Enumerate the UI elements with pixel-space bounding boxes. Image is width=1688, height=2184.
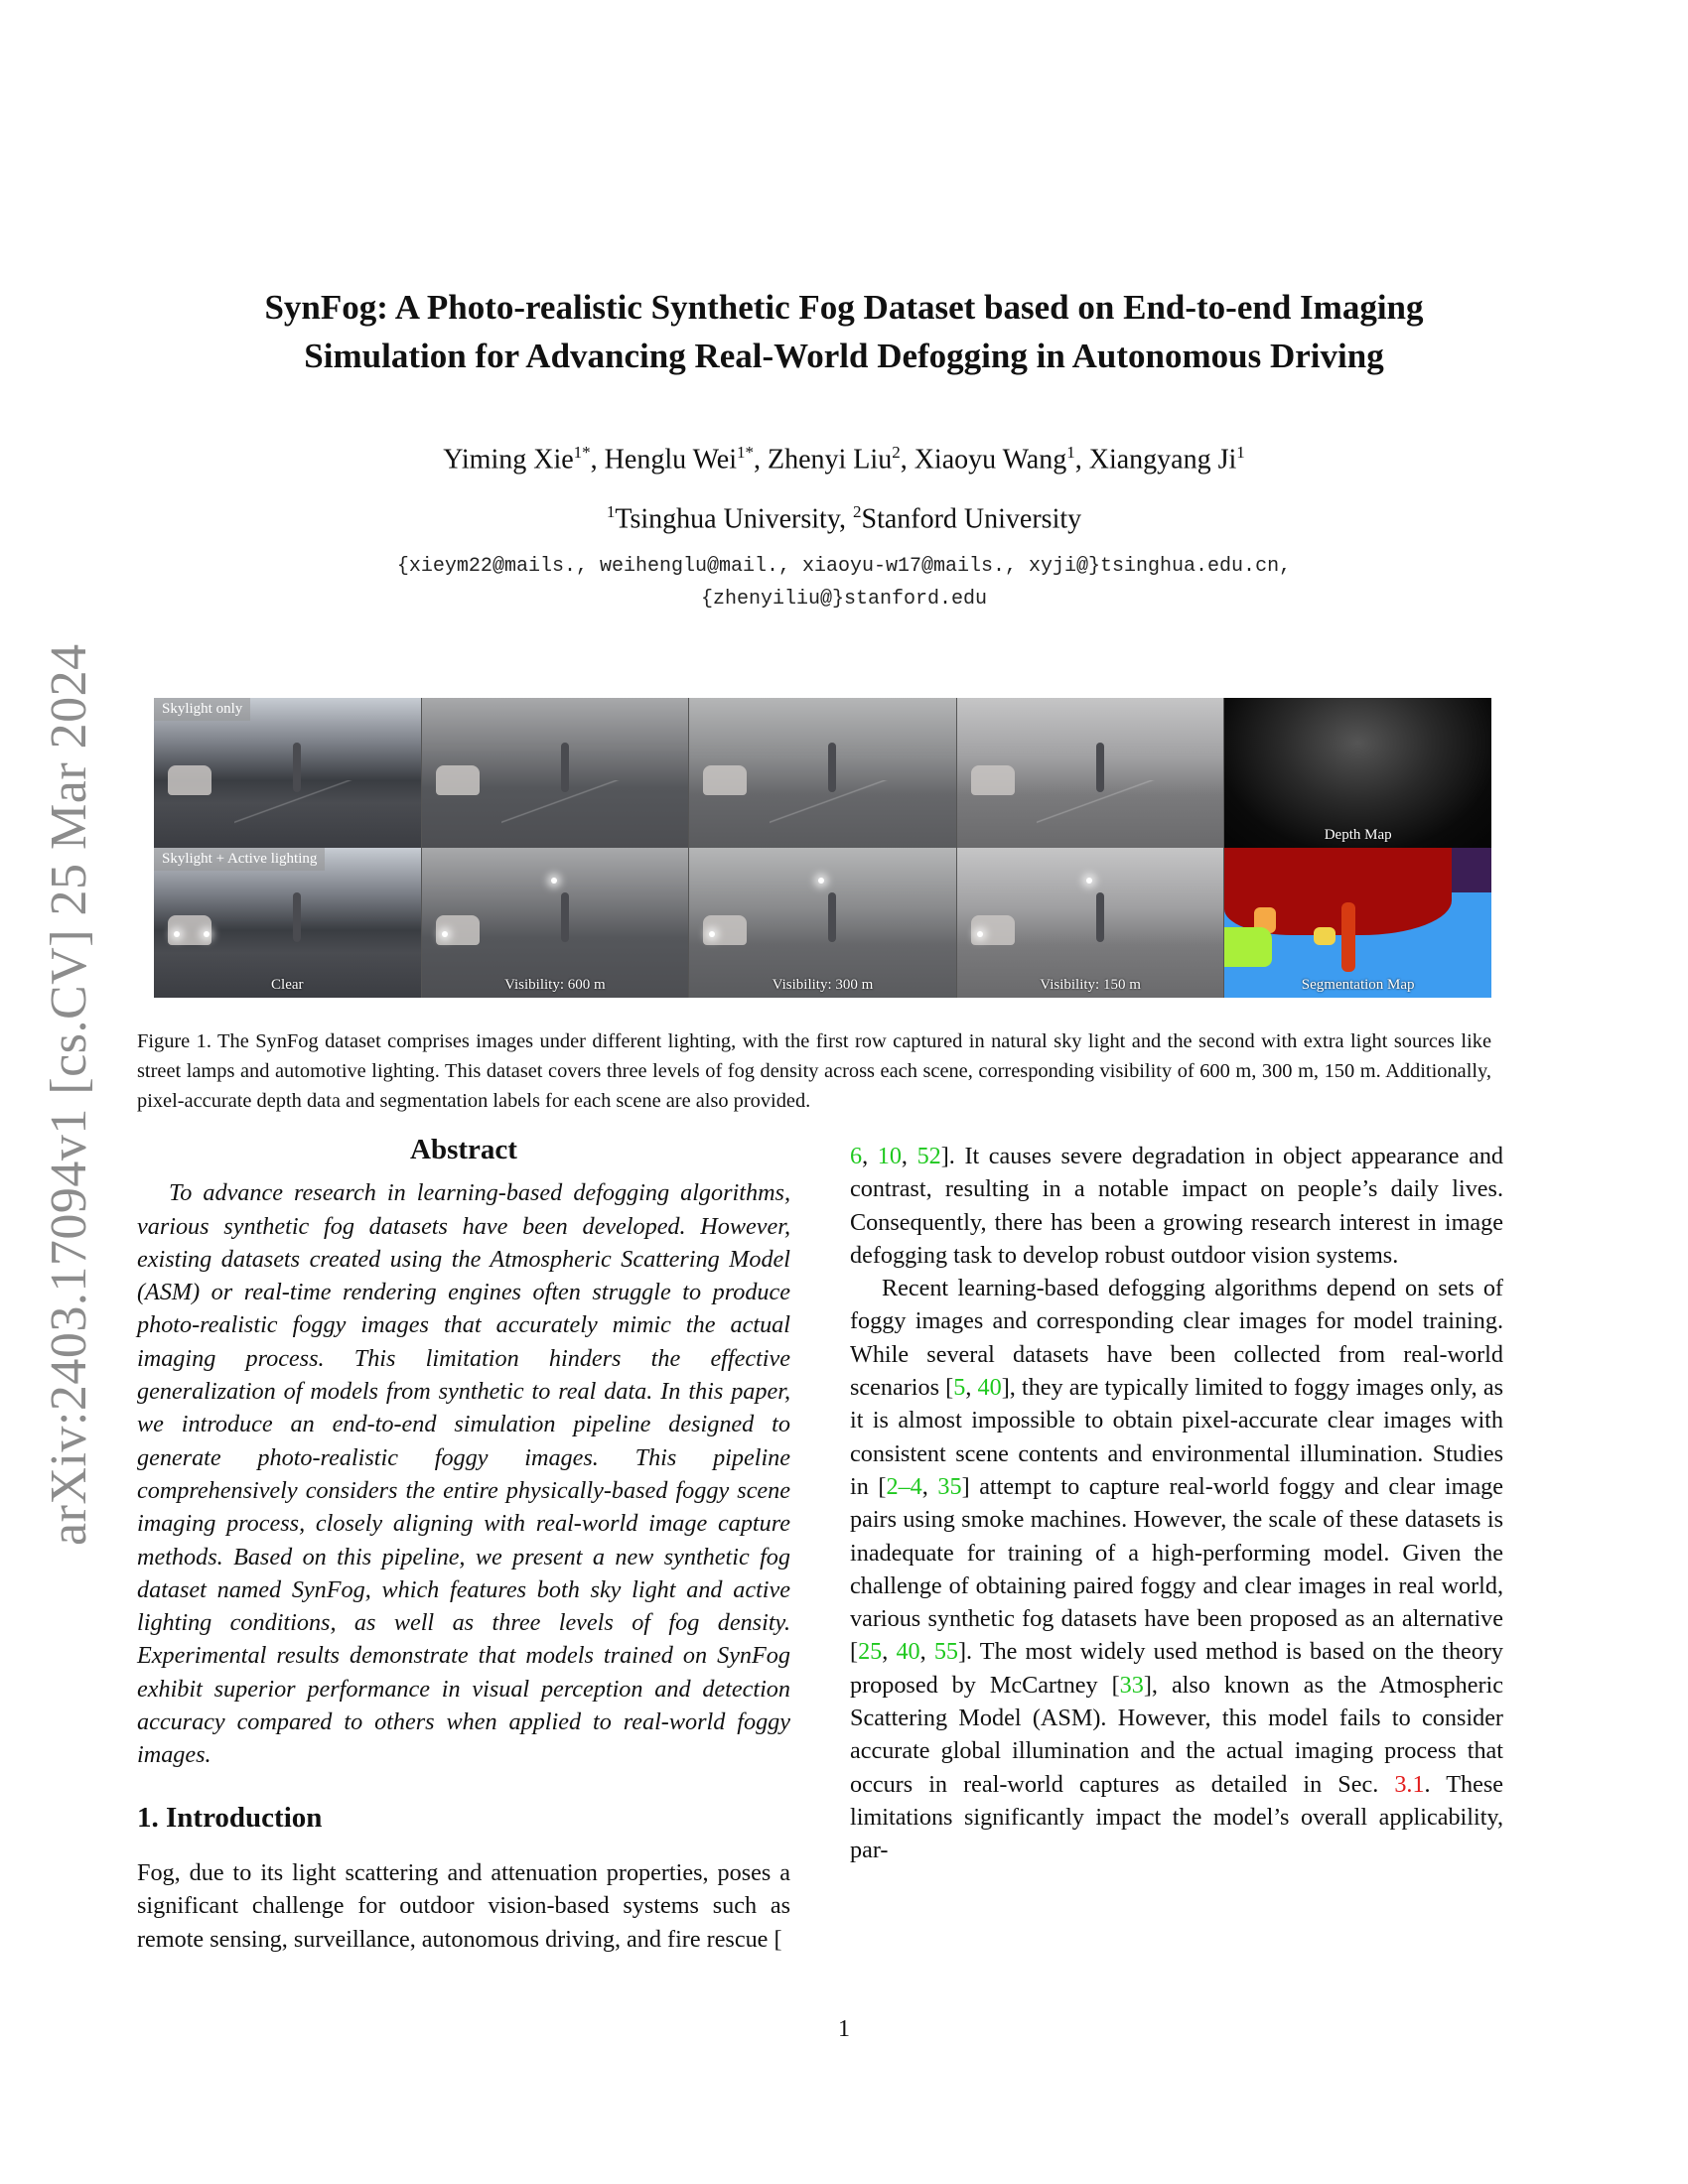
citation-link[interactable]: 2–4 <box>886 1472 922 1500</box>
intro-paragraph-1-continued: 6, 10, 52]. It causes severe degradation in object appearance and contrast, resulting in a notable impact on people’s daily lives. Consequently, there has been a growing research interest in image defogging task to develop robust outdoor vision systems. <box>850 1143 1504 1269</box>
headlight-icon <box>174 931 180 937</box>
headlight-icon <box>977 931 983 937</box>
title-line-2: Simulation for Advancing Real-World Defogging in Autonomous Driving <box>304 337 1384 375</box>
author-name: Xiangyang Ji <box>1088 444 1237 476</box>
affiliations: $^1$Tsinghua University, $^2$Stanford University <box>606 502 1082 535</box>
pedestrian-shape <box>1096 892 1104 942</box>
pedestrian-shape <box>828 892 836 942</box>
paper-title <box>119 283 1569 380</box>
arxiv-identifier-stamp: arXiv:2403.17094v1 [cs.CV] 25 Mar 2024 <box>41 643 97 1546</box>
page-number: 1 <box>838 2016 850 2042</box>
panel-skylight-150m <box>957 698 1225 848</box>
column-label-300m: Visibility: 300 m <box>772 977 874 993</box>
email-line-2: {zhenyiliu@}stanford.edu <box>700 588 988 611</box>
right-column <box>850 1140 1503 1867</box>
citation-link[interactable]: 55 <box>933 1638 958 1666</box>
panel-active-150m <box>957 848 1225 998</box>
author-name: Zhenyi Liu <box>768 444 893 476</box>
panel-skylight-600m <box>422 698 690 848</box>
author-name: Henglu Wei <box>604 444 737 476</box>
pedestrian-shape <box>561 892 569 942</box>
intro-text: ]. The most widely used method is based on the theory proposed by McCartney [ <box>850 1638 1504 1699</box>
section-reference-link[interactable]: 3.1 <box>1394 1770 1425 1798</box>
car-shape <box>703 765 747 795</box>
affil-mark: 1 <box>606 502 616 521</box>
intro-text: ], they are typically limited to foggy images only, as it is almost impossible to obtain pixel-accurate clear images with consistent scene contents and environmental illumination. Studies in [ <box>850 1374 1503 1500</box>
author-emails <box>119 550 1569 615</box>
intro-text: ] attempt to capture real-world foggy and clear image pairs using smoke machines. However, the scale of these datasets is inadequate for training of a high-performing model. Given the challenge of obtaining paired foggy and clear images in real world, various synthetic fog datasets have been proposed as an alternative [ <box>850 1472 1504 1666</box>
author-name: Xiaoyu Wang <box>914 444 1067 476</box>
figure-1-caption: Figure 1. The SynFog dataset comprises images under different lighting, with the first row captured in natural sky light and the second with extra light sources like street lamps and automotive lighting. This dataset covers three levels of fog density across each scene, corresponding visibility of 600 m, 300 m, 150 m. Additionally, pixel-accurate depth data and segmentation labels for each scene are also provided. <box>137 1030 1491 1112</box>
title-line-1: SynFog: A Photo-realistic Synthetic Fog Dataset based on End-to-end Imaging <box>264 288 1424 327</box>
introduction-heading: 1. Introduction <box>137 1801 323 1834</box>
intro-text: ]. It causes severe degradation in object appearance and contrast, resulting in a notable impact on people’s daily lives. Consequently, there has been a growing research interest in image defogging task to develop robust outdoor vision systems. <box>850 1143 1504 1269</box>
intro-text: Fog, due to its light scattering and attenuation properties, poses a significant challenge for outdoor vision-based systems such as remote sensing, surveillance, autonomous driving, and fire rescue [ <box>137 1858 790 1953</box>
author-affil-mark: 1* <box>737 443 754 462</box>
car-shape <box>436 765 480 795</box>
intro-text: . These limitations significantly impact the model’s overall applicability, par- <box>850 1770 1503 1864</box>
headlight-icon <box>204 931 210 937</box>
headlight-icon <box>442 931 448 937</box>
email-line-1: {xieym22@mails., weihenglu@mail., xiaoyu-w17@mails., xyji@}tsinghua.edu.cn, <box>396 555 1292 578</box>
panel-segmentation-map <box>1224 848 1491 998</box>
segmentation-map-label: Segmentation Map <box>1301 977 1415 993</box>
car-shape <box>971 765 1015 795</box>
abstract-heading: Abstract <box>410 1134 517 1165</box>
affiliation-name: Tsinghua University <box>615 503 839 535</box>
panel-depth-map <box>1224 698 1491 848</box>
affil-mark: 2 <box>853 502 862 521</box>
street-lamp-icon <box>1086 878 1092 884</box>
citation-link[interactable]: 5 <box>953 1374 966 1402</box>
left-column <box>137 1134 790 1956</box>
intro-paragraph-2: Recent learning-based defogging algorithms depend on sets of foggy images and corresponding clear images for model training. While several datasets have been collected from real-world scenarios [5, 40], they are typically limited to foggy images only, as it is almost impossible to obtain pixel-accurate clear images with consistent scene contents and environmental illumination. Studies in [2–4, 35] attempt to capture real-world foggy and clear image pairs using smoke machines. However, the scale of these datasets is inadequate for training of a high-performing model. Given the challenge of obtaining paired foggy and clear images in real world, various synthetic fog datasets have been proposed as an alternative [25, 40, 55]. The most widely used method is based on the theory proposed by McCartney [33], also known as the Atmospheric Scattering Model (ASM). However, this model fails to consider accurate global illumination and the actual imaging process that occurs in real-world captures as detailed in Sec. 3.1. These limitations significantly impact the model’s overall applicability, par- <box>850 1275 1504 1864</box>
abstract-text: To advance research in learning-based defogging algorithms, various synthetic fog datasets have been developed. However, existing datasets created using the Atmospheric Scattering Model (ASM) or real-time rendering engines often struggle to produce photo-realistic foggy images that accurately mimic the actual imaging process. This limitation hinders the effective generalization of models from synthetic to real data. In this paper, we introduce an end-to-end simulation pipeline designed to generate photo-realistic foggy images. This pipeline comprehensively considers the entire physically-based foggy scene imaging process, closely aligning with real-world image capture methods. Based on this pipeline, we present a new synthetic fog dataset named SynFog, which features both sky light and active lighting conditions, as well as three levels of fog density. Experimental results demonstrate that models trained on SynFog exhibit superior performance in visual perception and detection accuracy compared to others when applied to real-world foggy images. <box>137 1179 790 1769</box>
street-lamp-icon <box>818 878 824 884</box>
panel-skylight-clear <box>154 698 422 848</box>
affiliation-name: Stanford University <box>861 503 1082 535</box>
intro-text: ], also known as the Atmospheric Scattering Model (ASM). However, this model fails to consider accurate global illumination and the actual imaging process that occurs in real-world captures as detailed in Sec. <box>850 1671 1503 1798</box>
citation-link[interactable]: 33 <box>1119 1671 1144 1699</box>
citation-link[interactable]: 40 <box>896 1638 920 1666</box>
car-shape <box>703 915 747 945</box>
car-shape <box>971 915 1015 945</box>
citation-link[interactable]: 25 <box>858 1638 883 1666</box>
column-label-600m: Visibility: 600 m <box>504 977 606 993</box>
column-label-150m: Visibility: 150 m <box>1040 977 1141 993</box>
panel-skylight-300m <box>689 698 957 848</box>
citation-link[interactable]: 6 <box>850 1143 863 1169</box>
citation-link[interactable]: 35 <box>937 1472 962 1500</box>
car-shape <box>168 765 211 795</box>
figure-1-image-grid <box>154 698 1491 998</box>
figure-row-skylight <box>154 698 1491 848</box>
intro-text: Recent learning-based defogging algorithms depend on sets of foggy images and corresponding clear images for model training. While several datasets have been collected from real-world scenarios [ <box>850 1275 1503 1402</box>
pedestrian-shape <box>293 892 301 942</box>
citation-link[interactable]: 40 <box>977 1374 1002 1402</box>
panel-active-600m <box>422 848 690 998</box>
author-list: Yiming Xie$^{1*}$, Henglu Wei$^{1*}$, Zhenyi Liu$^2$, Xiaoyu Wang$^1$, Xiangyang Ji$^1$ <box>443 443 1245 476</box>
intro-paragraph-1-start <box>137 1856 790 1956</box>
street-lamp-icon <box>551 878 557 884</box>
citation-link[interactable]: 52 <box>916 1143 941 1169</box>
car-shape <box>168 915 211 945</box>
citation-link[interactable]: 10 <box>877 1143 902 1169</box>
author-affil-mark: 1 <box>1066 443 1075 462</box>
author-affil-mark: 1* <box>573 443 591 462</box>
author-affil-mark: 2 <box>892 443 901 462</box>
row-tag-skylight-only: Skylight only <box>154 698 250 721</box>
depth-map-label: Depth Map <box>1324 827 1392 843</box>
figure-row-active-lighting <box>154 848 1491 998</box>
row-tag-active-lighting: Skylight + Active lighting <box>154 848 325 871</box>
panel-active-300m <box>689 848 957 998</box>
author-name: Yiming Xie <box>443 444 574 476</box>
author-affil-mark: 1 <box>1236 443 1245 462</box>
car-shape <box>436 915 480 945</box>
column-label-clear: Clear <box>271 977 304 993</box>
panel-active-clear <box>154 848 422 998</box>
